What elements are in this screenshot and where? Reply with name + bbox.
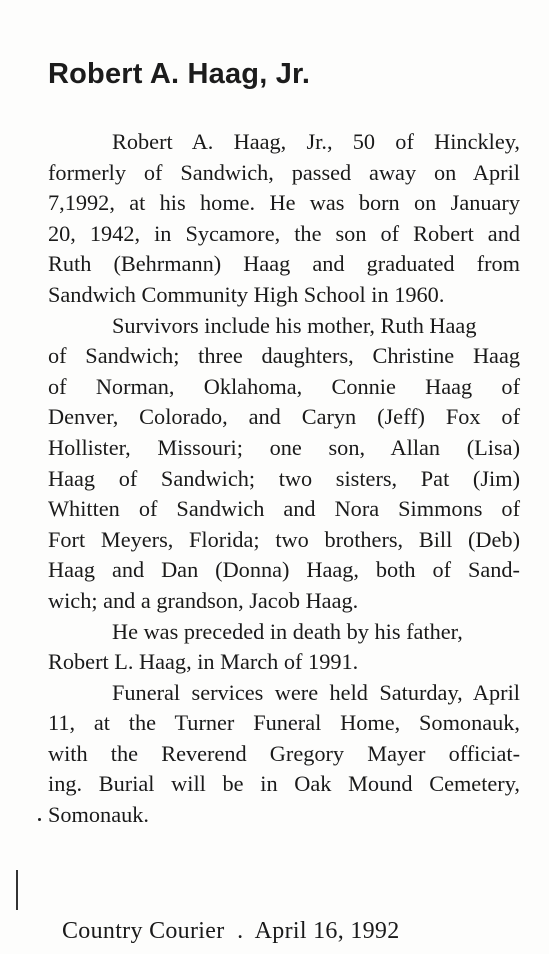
text-line: Robert L. Haag, in March of 1991. [48, 649, 359, 675]
text-line: Fort Meyers, Florida; two brothers, Bill (Deb) [48, 526, 520, 552]
text-line: Sandwich Community High School in 1960. [48, 281, 445, 307]
paragraph-survivors [48, 311, 520, 617]
text-line: Ruth (Behrmann) Haag and graduated from [48, 251, 520, 277]
text-line: Haag and Dan (Donna) Haag, both of Sand- [48, 557, 520, 583]
text-line: ing. Burial will be in Oak Mound Cemetery, [48, 771, 520, 797]
text-line: 7,1992, at his home. He was born on January [48, 190, 520, 216]
paragraph-preceded [48, 617, 520, 678]
text-line: Haag of Sandwich; two sisters, Pat (Jim) [48, 465, 520, 491]
text-line: wich; and a grandson, Jacob Haag. [48, 587, 359, 613]
text-line: with the Reverend Gregory Mayer officiat- [48, 740, 520, 766]
text-line: 11, at the Turner Funeral Home, Somonauk, [48, 710, 520, 736]
text-line: of Norman, Oklahoma, Connie Haag of [48, 373, 520, 399]
text-line: Whitten of Sandwich and Nora Simmons of [48, 496, 520, 522]
text-line: formerly of Sandwich, passed away on April [48, 159, 520, 185]
text-line: Funeral services were held Saturday, April [112, 679, 520, 705]
obituary-headline: Robert A. Haag, Jr. [48, 58, 311, 90]
margin-mark [16, 870, 18, 910]
margin-dot [38, 818, 41, 821]
text-line: Robert A. Haag, Jr., 50 of Hinckley, [112, 129, 520, 154]
paragraph-funeral [48, 678, 520, 831]
obituary-body [48, 127, 520, 831]
text-line: Somonauk. [48, 802, 149, 828]
text-line: Survivors include his mother, Ruth Haag [112, 312, 477, 338]
source-line: Country Courier . April 16, 1992 [62, 918, 400, 944]
text-line: He was preceded in death by his father, [112, 618, 463, 644]
paragraph-biography [48, 127, 520, 311]
text-line: 20, 1942, in Sycamore, the son of Robert and [48, 220, 520, 246]
text-line: of Sandwich; three daughters, Christine Haag [48, 343, 520, 369]
text-line: Hollister, Missouri; one son, Allan (Lisa) [48, 434, 520, 460]
text-line: Denver, Colorado, and Caryn (Jeff) Fox of [48, 404, 520, 430]
